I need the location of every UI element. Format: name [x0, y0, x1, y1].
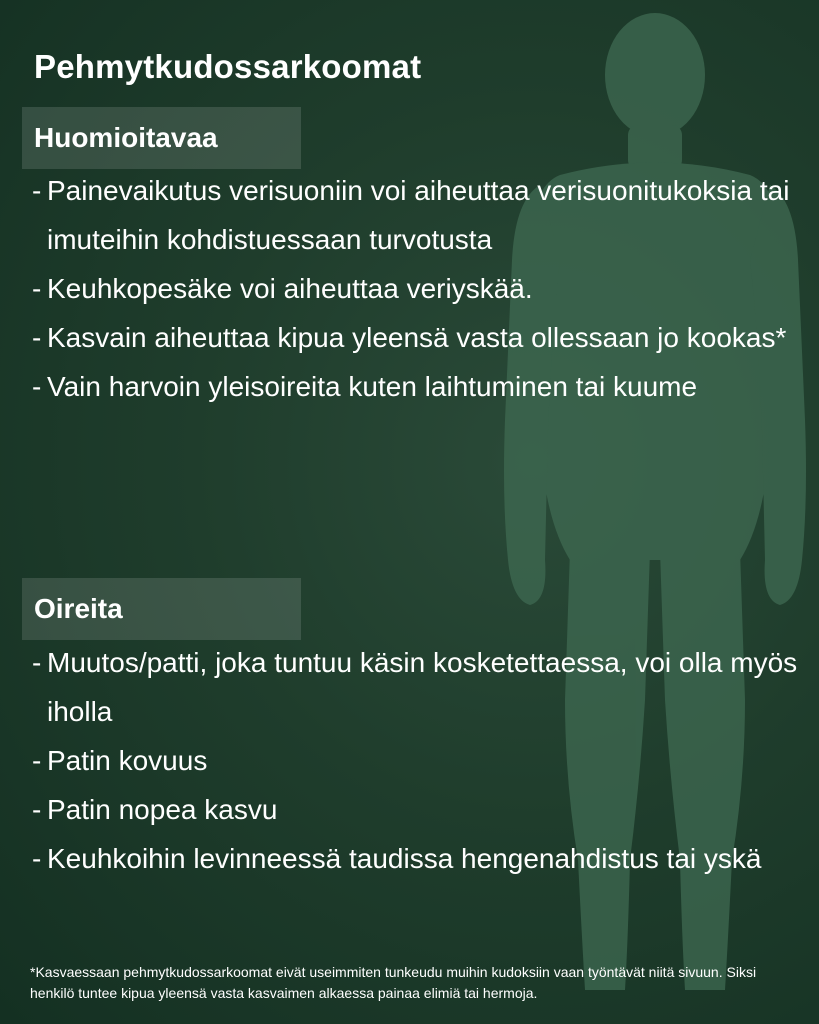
- list-bullet: -: [32, 843, 42, 874]
- page-title: Pehmytkudossarkoomat: [34, 48, 422, 85]
- list-bullet: -: [32, 794, 42, 825]
- oireita-list: [32, 638, 802, 883]
- list-bullet: -: [32, 322, 42, 353]
- list-item: - Muutos/patti, joka tuntuu käsin kosketettaessa, voi olla myös iholla: [32, 638, 802, 736]
- list-item: - Patin nopea kasvu: [32, 785, 802, 834]
- list-item: - Kasvain aiheuttaa kipua yleensä vasta ollessaan jo kookas*: [32, 313, 802, 362]
- list-item: - Patin kovuus: [32, 736, 802, 785]
- list-bullet: -: [32, 371, 42, 402]
- section-heading-box-oireita: [22, 578, 301, 640]
- list-bullet: -: [32, 745, 42, 776]
- list-bullet: -: [32, 273, 42, 304]
- list-bullet: -: [32, 175, 42, 206]
- huomioitavaa-list: [32, 166, 802, 411]
- list-item: - Vain harvoin yleisoireita kuten laihtuminen tai kuume: [32, 362, 802, 411]
- footnote: *Kasvaessaan pehmytkudossarkoomat eivät useimmiten tunkeudu muihin kudoksiin vaan työntävät niitä sivuun. Siksi henkilö tuntee kipua yleensä vasta kasvaimen alkaessa painaa elimiä tai hermoja.: [30, 964, 757, 1001]
- section-heading-box-huomioitavaa: [22, 107, 301, 169]
- section-heading-oireita: Oireita: [34, 593, 123, 624]
- list-bullet: -: [32, 647, 42, 678]
- list-item: - Keuhkoihin levinneessä taudissa hengenahdistus tai yskä: [32, 834, 802, 883]
- list-item: - Painevaikutus verisuoniin voi aiheuttaa verisuonitukoksia tai imuteihin kohdistuessaan turvotusta: [32, 166, 802, 264]
- list-item: - Keuhkopesäke voi aiheuttaa veriyskää.: [32, 264, 802, 313]
- section-heading-huomioitavaa: Huomioitavaa: [34, 122, 218, 153]
